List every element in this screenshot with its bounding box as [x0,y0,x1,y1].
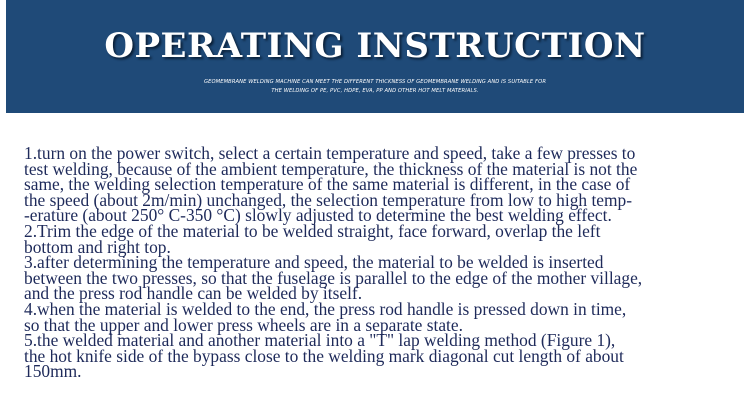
instruction-line: bottom and right top. [24,236,171,257]
header-subtitle [6,78,744,96]
header-subtitle-line-1: GEOMEMBRANE WELDING MACHINE CAN MEET THE DIFFERENT THICKNESS OF GEOMEMBRANE WELDING AND IS SUITABLE FOR [203,79,547,85]
page-title: OPERATING INSTRUCTION [104,26,646,66]
instruction-line: 3.after determining the temperature and speed, the material to be welded is inserted [24,252,604,273]
instruction-line: 150mm. [24,361,82,382]
instruction-line: between the two presses, so that the fuselage is parallel to the edge of the mother village, [24,267,643,288]
instruction-line: 4.when the material is welded to the end, the press rod handle is pressed down in time, [24,298,627,319]
instruction-line: 5.the welded material and another material into a "T" lap welding method (Figure 1), [24,330,616,351]
instruction-line: so that the upper and lower press wheels are in a separate state. [24,314,463,335]
instruction-line: the hot knife side of the bypass close to the welding mark diagonal cut length of about [24,345,624,366]
instructions-text [24,143,740,382]
instruction-line: the speed (about 2m/min) unchanged, the selection temperature from low to high temp- [24,189,633,210]
instruction-line: same, the welding selection temperature of the same material is different, in the case of [24,174,631,195]
instruction-line: 2.Trim the edge of the material to be welded straight, face forward, overlap the left [24,220,601,241]
instruction-line: test welding, because of the ambient temperature, the thickness of the material is not the [24,158,638,179]
header-banner [6,0,744,113]
header-subtitle-line-2: THE WELDING OF PE, PVC, HDPE, EVA, PP AND OTHER HOT MELT MATERIALS. [271,88,479,94]
instruction-line: -erature (about 250° C-350 °C) slowly adjusted to determine the best welding effect. [24,205,612,226]
instruction-line: 1.turn on the power switch, select a certain temperature and speed, take a few presses to [24,143,636,163]
instruction-line: and the press rod handle can be welded by itself. [24,283,363,304]
